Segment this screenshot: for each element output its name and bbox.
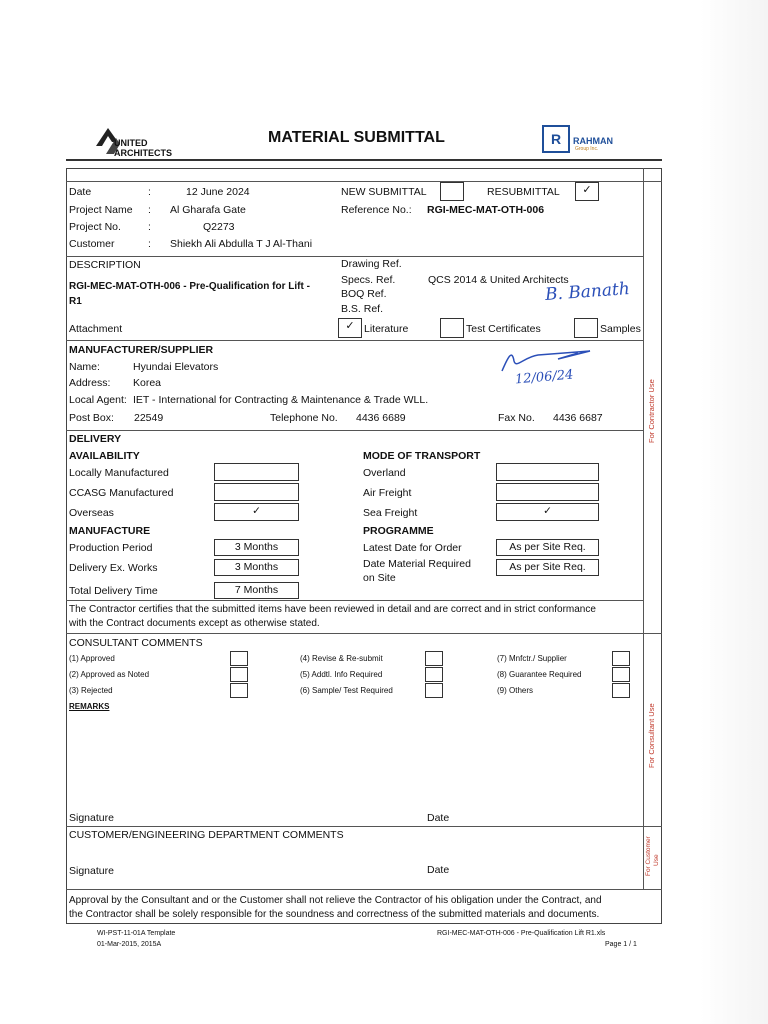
manufacture-heading: MANUFACTURE (69, 525, 151, 537)
handwritten-signature: B. Banath (544, 279, 631, 305)
option-sample-test: (6) Sample/ Test Required (300, 686, 393, 695)
project-no-value: Q2273 (203, 221, 235, 233)
locally-box[interactable] (214, 463, 299, 481)
rahman-logo-icon: R (542, 125, 570, 153)
side-label-customer-2: Use (653, 854, 660, 866)
new-submittal-label: NEW SUBMITTAL (341, 186, 427, 198)
customer-date-label: Date (427, 864, 450, 876)
divider-consultant (66, 826, 662, 827)
agent-value: IET - International for Contracting & Maintenance & Trade WLL. (133, 394, 429, 406)
total-delivery-box[interactable]: 7 Months (214, 582, 299, 599)
remarks-label: REMARKS (69, 702, 110, 711)
customer-label: Customer (69, 238, 115, 250)
agent-label: Local Agent: (69, 394, 127, 406)
others-checkbox[interactable] (612, 683, 630, 698)
consultant-date-label: Date (427, 812, 450, 824)
overland-label: Overland (363, 467, 406, 479)
divider-certify (66, 633, 662, 634)
address-value: Korea (133, 377, 162, 389)
reference-label: Reference No.: (341, 204, 412, 216)
description-text-1: RGI-MEC-MAT-OTH-006 - Pre-Qualification for Lift - (69, 281, 310, 292)
drawing-ref-label: Drawing Ref. (341, 258, 402, 270)
mode-heading: MODE OF TRANSPORT (363, 450, 481, 462)
addtl-info-checkbox[interactable] (425, 667, 443, 682)
option-approved: (1) Approved (69, 654, 115, 663)
programme-heading: PROGRAMME (363, 525, 434, 537)
footer-page: Page 1 / 1 (605, 941, 637, 948)
latest-date-box[interactable]: As per Site Req. (496, 539, 599, 556)
colon-3: : (148, 221, 151, 233)
date-required-label-2: on Site (363, 572, 396, 584)
divider-description (66, 256, 643, 257)
side-column-divider (643, 168, 644, 890)
sample-test-checkbox[interactable] (425, 683, 443, 698)
resubmittal-label: RESUBMITTAL (487, 186, 560, 198)
manufacturer-heading: MANUFACTURER/SUPPLIER (69, 344, 214, 356)
delivery-ex-label: Delivery Ex. Works (69, 562, 158, 574)
certify-line-1: The Contractor certifies that the submitted items have been reviewed in detail and are correct and in strict conformance (69, 604, 596, 615)
ccasg-box[interactable] (214, 483, 299, 501)
samples-label: Samples (600, 323, 641, 335)
fax-value: 4436 6687 (553, 412, 603, 424)
resubmittal-checkbox[interactable]: ✓ (575, 182, 599, 201)
latest-date-label: Latest Date for Order (363, 542, 462, 554)
approved-checkbox[interactable] (230, 651, 248, 666)
new-submittal-checkbox[interactable] (440, 182, 464, 201)
side-label-customer-1: For Customer (645, 836, 652, 876)
overseas-label: Overseas (69, 507, 114, 519)
project-name-value: Al Gharafa Gate (170, 204, 246, 216)
customer-signature-label: Signature (69, 865, 114, 877)
footer-template-date: 01-Mar-2015, 2015A (97, 941, 162, 948)
air-freight-label: Air Freight (363, 487, 412, 499)
option-guarantee: (8) Guarantee Required (497, 670, 582, 679)
reference-value: RGI-MEC-MAT-OTH-006 (427, 204, 545, 216)
attachment-label: Attachment (69, 323, 123, 335)
colon-2: : (148, 204, 151, 216)
customer-comments-heading: CUSTOMER/ENGINEERING DEPARTMENT COMMENTS (69, 829, 344, 841)
pobox-value: 22549 (134, 412, 164, 424)
delivery-ex-box[interactable]: 3 Months (214, 559, 299, 576)
option-revise: (4) Revise & Re-submit (300, 654, 383, 663)
side-label-consultant: For Consultant Use (647, 703, 656, 768)
production-period-box[interactable]: 3 Months (214, 539, 299, 556)
united-architects-logo (92, 124, 172, 160)
date-required-label-1: Date Material Required (363, 558, 471, 570)
air-freight-box[interactable] (496, 483, 599, 501)
address-label: Address: (69, 377, 111, 389)
sea-freight-box[interactable]: ✓ (496, 503, 599, 521)
production-period-label: Production Period (69, 542, 153, 554)
divider-info (66, 181, 662, 182)
footer-template: WI-PST-11-01A Template (97, 930, 176, 937)
divider-delivery (66, 600, 643, 601)
delivery-heading: DELIVERY (69, 433, 122, 445)
mnfctr-checkbox[interactable] (612, 651, 630, 666)
sea-freight-label: Sea Freight (363, 507, 418, 519)
side-label-contractor: For Contractor Use (647, 379, 656, 443)
page-title: MATERIAL SUBMITTAL (268, 129, 445, 146)
option-addtl-info: (5) Addtl. Info Required (300, 670, 383, 679)
approved-as-noted-checkbox[interactable] (230, 667, 248, 682)
colon-1: : (148, 186, 151, 198)
literature-label: Literature (364, 323, 409, 335)
fax-label: Fax No. (498, 412, 535, 424)
availability-heading: AVAILABILITY (69, 450, 140, 462)
overseas-box[interactable]: ✓ (214, 503, 299, 521)
total-delivery-label: Total Delivery Time (69, 585, 158, 597)
rejected-checkbox[interactable] (230, 683, 248, 698)
test-certificates-checkbox[interactable] (440, 318, 464, 338)
date-label: Date (69, 186, 92, 198)
specs-ref-value: QCS 2014 & United Architects (428, 274, 569, 286)
divider-attachment (66, 340, 643, 341)
telephone-value: 4436 6689 (356, 412, 406, 424)
date-value: 12 June 2024 (186, 186, 250, 198)
colon-4: : (148, 238, 151, 250)
consultant-heading: CONSULTANT COMMENTS (69, 637, 203, 649)
customer-value: Shiekh Ali Abdulla T J Al-Thani (170, 238, 313, 250)
option-approved-as-noted: (2) Approved as Noted (69, 670, 150, 679)
option-rejected: (3) Rejected (69, 686, 113, 695)
description-heading: DESCRIPTION (69, 259, 141, 271)
samples-checkbox[interactable] (574, 318, 598, 338)
ccasg-label: CCASG Manufactured (69, 487, 174, 499)
guarantee-checkbox[interactable] (612, 667, 630, 682)
project-name-label: Project Name (69, 204, 133, 216)
project-no-label: Project No. (69, 221, 121, 233)
option-others: (9) Others (497, 686, 534, 695)
consultant-signature-label: Signature (69, 812, 114, 824)
logo-left-text: UNITED ARCHITECTS (114, 138, 172, 158)
literature-checkbox[interactable]: ✓ (338, 318, 362, 338)
date-required-box[interactable]: As per Site Req. (496, 559, 599, 576)
approval-line-2: the Contractor shall be solely responsible for the soundness and correctness of the submitted materials and documents. (69, 909, 600, 920)
header-rule (66, 159, 662, 161)
name-value: Hyundai Elevators (133, 361, 219, 373)
logo-right-name: RAHMAN (573, 136, 613, 146)
option-mnfctr: (7) Mnfctr./ Supplier (497, 654, 567, 663)
description-text-2: R1 (69, 296, 82, 307)
contractor-signature-date: 12/06/24 (514, 367, 574, 388)
footer-filename: RGI-MEC-MAT-OTH-006 - Pre-Qualification Lift R1.xls (437, 930, 606, 937)
bs-ref-label: B.S. Ref. (341, 303, 384, 315)
locally-label: Locally Manufactured (69, 467, 169, 479)
boq-ref-label: BOQ Ref. (341, 288, 387, 300)
revise-checkbox[interactable] (425, 651, 443, 666)
specs-ref-label: Specs. Ref. (341, 274, 396, 286)
pobox-label: Post Box: (69, 412, 114, 424)
divider-customer (66, 889, 662, 890)
certify-line-2: with the Contract documents except as otherwise stated. (69, 618, 320, 629)
overland-box[interactable] (496, 463, 599, 481)
page-edge (700, 0, 768, 1024)
logo-right-sub: Group Inc. (575, 146, 599, 152)
telephone-label: Telephone No. (270, 412, 338, 424)
name-label: Name: (69, 361, 100, 373)
rahman-logo (542, 125, 626, 155)
approval-line-1: Approval by the Consultant and or the Customer shall not relieve the Contractor of his obligation under the Contract, and (69, 895, 602, 906)
divider-manufacturer (66, 430, 643, 431)
test-certificates-label: Test Certificates (466, 323, 541, 335)
